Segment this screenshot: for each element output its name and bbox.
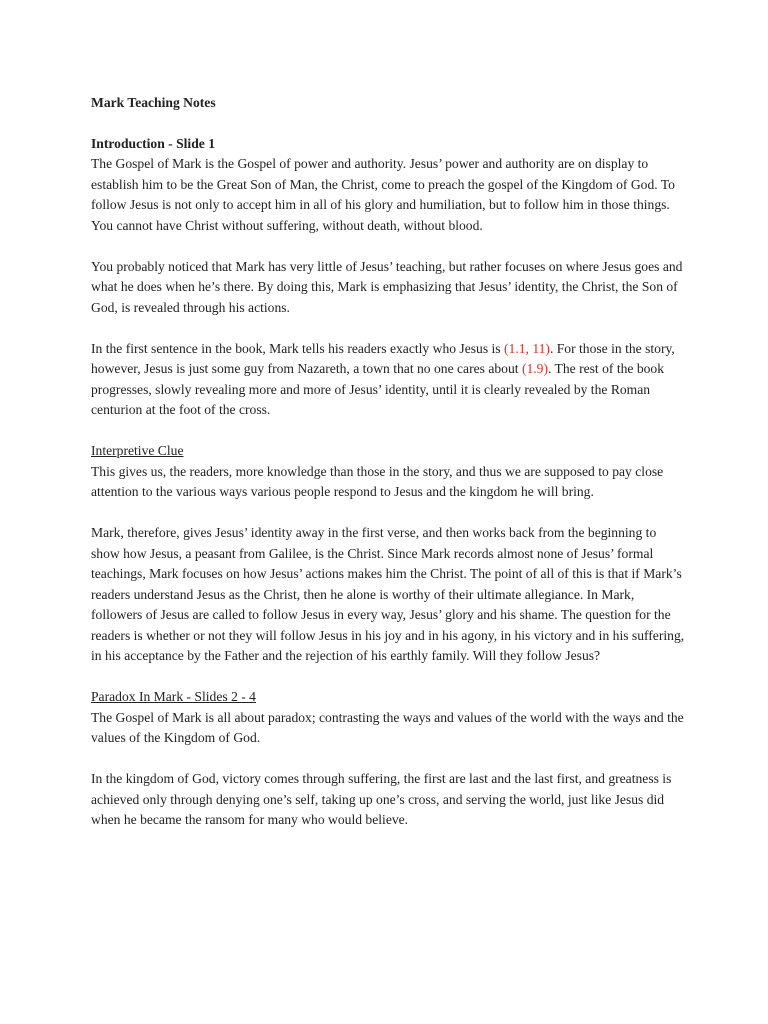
paragraph-text: The Gospel of Mark is all about paradox; contrasting the ways and values of the world with the ways and the values of the Kingdom of God. (91, 709, 684, 745)
paragraph-text: Mark, therefore, gives Jesus’ identity away in the first verse, and then works back from the beginning to show how Jesus, a peasant from Galilee, is the Christ. Since Mark records almost none of Jesus’ formal teachings, Mark focuses on how Jesus’ actions makes him the Christ. The point of all of this is that if Mark’s readers understand Jesus as the Christ, then he alone is worthy of their ultimate allegiance. In Mark, followers of Jesus are called to follow Jesus in every way, Jesus’ glory and his shame. The question for the readers is whether or not they will follow Jesus in his joy and in his agony, in his victory and in his suffering, in his acceptance by the Father and the rejection of his earthly family. Will they follow Jesus? (91, 525, 685, 663)
paragraph (91, 708, 688, 749)
section-heading-interpretive-clue: Interpretive Clue (91, 443, 184, 458)
document-title: Mark Teaching Notes (91, 95, 216, 110)
paragraph-text: In the first sentence in the book, Mark tells his readers exactly who Jesus is (91, 340, 504, 356)
paragraph-text: You probably noticed that Mark has very little of Jesus’ teaching, but rather focuses on where Jesus goes and what he does when he’s there. By doing this, Mark is emphasizing that Jesus’ identity, the Christ, the Son of God, is revealed through his actions. (91, 258, 683, 315)
paragraph (91, 257, 688, 319)
paragraph (91, 462, 688, 503)
paragraph-text: This gives us, the readers, more knowledge than those in the story, and thus we are supposed to pay close attention to the various ways various people respond to Jesus and the kingdom he will bring. (91, 463, 664, 499)
section-introduction (91, 134, 688, 421)
section-heading-paradox-in-mark: Paradox In Mark - Slides 2 - 4 (91, 689, 256, 704)
section-heading-introduction: Introduction - Slide 1 (91, 135, 216, 151)
paragraph (91, 339, 688, 421)
paragraph-text: The Gospel of Mark is the Gospel of power and authority. Jesus’ power and authority are on display to establish him to be the Great Son of Man, the Christ, come to preach the gospel of the Kingdom of God. To follow Jesus is not only to accept him in all of his glory and humiliation, but to follow him in those things. You cannot have Christ without suffering, without death, without blood. (91, 156, 675, 233)
paragraph-text: . The rest of the book progresses, slowly revealing more and more of Jesus’ identity, until it is clearly revealed by the Roman centurion at the foot of the cross. (91, 361, 665, 417)
paragraph (91, 523, 688, 667)
paragraph (91, 769, 688, 831)
section-paradox-in-mark (91, 687, 688, 831)
paragraph-text: In the kingdom of God, victory comes through suffering, the first are last and the last first, and greatness is achieved only through denying one’s self, taking up one’s cross, and serving the world, just like Jesus did when he became the ransom for many who would believe. (91, 771, 672, 827)
scripture-reference: (1.9) (521, 361, 548, 376)
paragraph-text: . For those in the story, however, Jesus is just some guy from Nazareth, a town that no one cares about (91, 340, 675, 376)
scripture-reference: (1.1, 11) (504, 340, 550, 356)
section-interpretive-clue (91, 441, 688, 667)
paragraph (91, 154, 688, 236)
